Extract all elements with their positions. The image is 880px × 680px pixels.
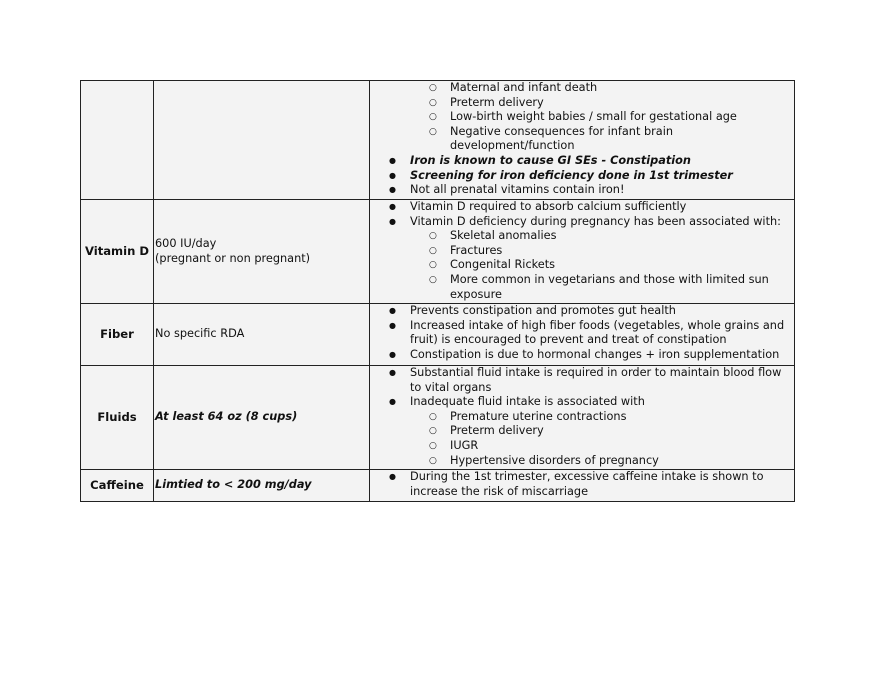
rda-note: (pregnant or non pregnant) <box>155 251 311 265</box>
rda-cell-empty <box>154 81 370 200</box>
list-item: ○ Premature uterine contractions <box>450 410 788 425</box>
rda-cell: No specific RDA <box>154 304 370 366</box>
nutrient-name: Vitamin D <box>81 200 154 304</box>
list-item: ○ Congenital Rickets <box>450 258 788 273</box>
rda-cell <box>154 200 370 304</box>
list-item: ○ More common in vegetarians and those with limited sun exposure <box>450 273 788 302</box>
list-item: ○ Negative consequences for infant brain development/function <box>450 125 788 154</box>
notes-cell-fiber <box>370 304 795 366</box>
list-item: ● Substantial fluid intake is required in order to maintain blood flow to vital organs <box>410 366 788 395</box>
rda-cell: At least 64 oz (8 cups) <box>154 366 370 470</box>
nutrient-name: Caffeine <box>81 470 154 502</box>
list-fiber-notes <box>370 304 794 362</box>
sub-list-vitamin-d <box>410 229 788 302</box>
list-item: ● Screening for iron deficiency done in 1st trimester <box>410 169 788 184</box>
nutrient-cell-empty <box>81 81 154 200</box>
nutrient-name: Fluids <box>81 366 154 470</box>
rda-value: 600 IU/day <box>155 236 217 250</box>
list-item: ● Not all prenatal vitamins contain iron! <box>410 183 788 198</box>
list-item: ○ IUGR <box>450 439 788 454</box>
list-caffeine-notes <box>370 470 794 499</box>
list-item: ○ Skeletal anomalies <box>450 229 788 244</box>
notes-cell-iron <box>370 81 795 200</box>
list-item: ○ Preterm delivery <box>450 424 788 439</box>
list-item: ○ Maternal and infant death <box>450 81 788 96</box>
table-row-fluids <box>81 366 795 470</box>
list-item: ● Vitamin D required to absorb calcium sufficiently <box>410 200 788 215</box>
list-item: ○ Low-birth weight babies / small for gestational age <box>450 110 788 125</box>
list-item: ○ Preterm delivery <box>450 96 788 111</box>
list-item: ● During the 1st trimester, excessive caffeine intake is shown to increase the risk of miscarriage <box>410 470 788 499</box>
list-item: ● Increased intake of high fiber foods (vegetables, whole grains and fruit) is encouraged to prevent and treat of constipation <box>410 319 788 348</box>
list-item: ● Prevents constipation and promotes gut health <box>410 304 788 319</box>
table-row-caffeine <box>81 470 795 502</box>
list-item <box>410 215 788 303</box>
list-item <box>410 395 788 468</box>
notes-cell-caffeine <box>370 470 795 502</box>
nutrient-name: Fiber <box>81 304 154 366</box>
rda-cell: Limtied to < 200 mg/day <box>154 470 370 502</box>
table-row-fiber <box>81 304 795 366</box>
list-fluids-notes <box>370 366 794 468</box>
list-item-text: Inadequate fluid intake is associated with <box>410 395 645 409</box>
table-row-iron-continued <box>81 81 795 200</box>
table-row-vitamin-d <box>81 200 795 304</box>
list-iron-notes <box>370 154 794 198</box>
list-item: ● Iron is known to cause GI SEs - Constipation <box>410 154 788 169</box>
list-item-text: Vitamin D deficiency during pregnancy has been associated with: <box>410 214 781 228</box>
notes-cell-fluids <box>370 366 795 470</box>
list-vitamin-d-notes <box>370 200 794 302</box>
notes-cell-vitamin-d <box>370 200 795 304</box>
sub-list-iron-risks <box>370 81 794 154</box>
list-item: ● Constipation is due to hormonal changes + iron supplementation <box>410 348 788 363</box>
nutrition-table <box>80 80 795 502</box>
list-item: ○ Fractures <box>450 244 788 259</box>
list-item: ○ Hypertensive disorders of pregnancy <box>450 454 788 469</box>
sub-list-fluids <box>410 410 788 468</box>
